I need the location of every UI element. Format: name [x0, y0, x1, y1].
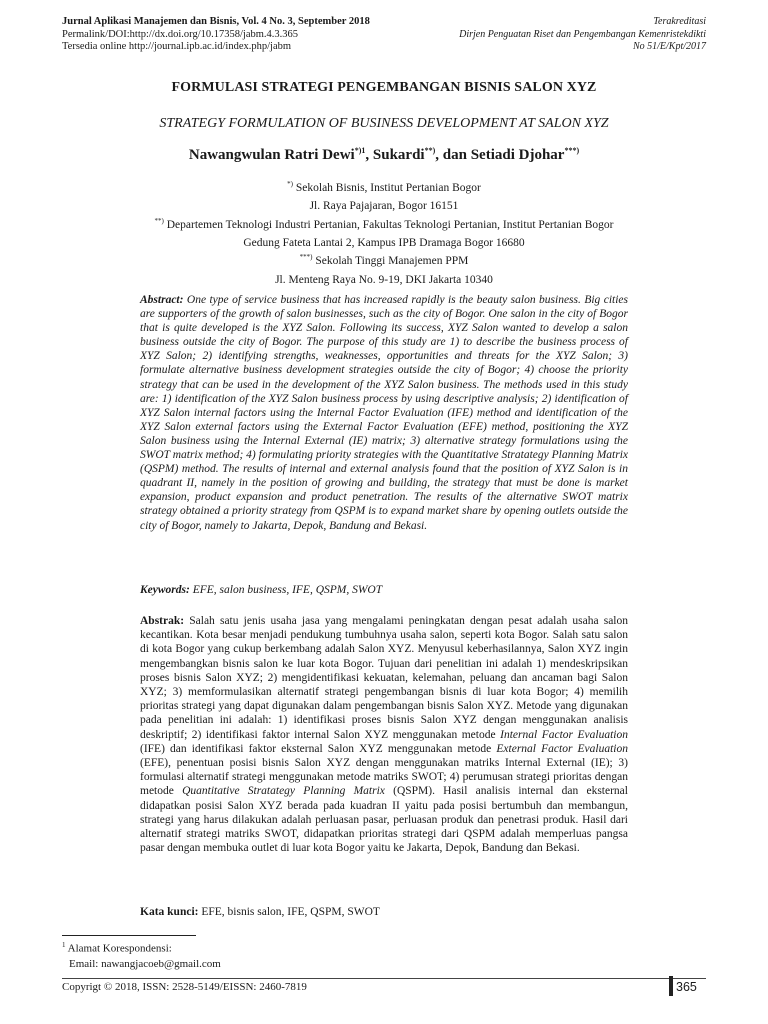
footnote — [62, 938, 221, 972]
abstrak-text: (IFE) dan identifikasi faktor eksternal Salon XYZ menggunakan metode — [140, 742, 497, 755]
kata-kunci-text: EFE, bisnis salon, IFE, QSPM, SWOT — [198, 906, 380, 918]
abstract-english — [140, 293, 628, 533]
affiliation-line — [40, 214, 728, 232]
abstrak-text: (EFE), penentuan posisi bisnis Salon XYZ dengan menggunakan matriks Internal External (IE); 3) formulasi alternatif strategi menggunakan metode matriks SWOT; 4) perumusan strategi prioritas dengan metode — [140, 757, 628, 798]
author-name: Setiadi Djohar — [470, 147, 565, 163]
kata-kunci-label: Kata kunci: — [140, 906, 199, 918]
affiliations — [40, 177, 728, 287]
keywords-text: EFE, salon business, IFE, QSPM, SWOT — [189, 584, 383, 596]
affiliation-text: Jl. Menteng Raya No. 9-19, DKI Jakarta 10340 — [275, 273, 493, 286]
affiliation-text: Jl. Raya Pajajaran, Bogor 16151 — [309, 200, 459, 213]
footnote-label-line — [62, 938, 221, 957]
author-name: Sukardi — [372, 147, 425, 163]
accreditation-line: Dirjen Penguatan Riset dan Pengembangan Kemenristekdikti — [459, 28, 706, 40]
author-mark: ***) — [564, 146, 580, 155]
abstract-text: One type of service business that has increased rapidly is the beauty salon business. Big cities are supporters of the growth of salon businesses, such as the city of Bogor. One salon in the city of Bogor that is quite developed is the XYZ Salon. Following its success, XYZ Salon wanted to develop a salon business outside the city of Bogor. The purpose of this study are 1) to describe the business process of XYZ Salon; 2) identifying strengths, weaknesses, opportunities and threats for the XYZ Salon; 3) formulate alternative business development strategies outside the city of Bogor; 4) choose the priority strategy that can be used in the development of the XYZ Salon business. The methods used in this study are: 1) identification of the XYZ Salon business process by using descriptive analysis; 2) identification of XYZ Salon internal factors using the Internal Factor Evaluation (IFE) method and identification of the XYZ Salon external factors using the External Factor Evaluation (EFE) method, positioning the XYZ Salon business using the Internal External (IE) matrix; 3) alternative strategy formulations using the SWOT matrix method; 4) formulating priority strategies with the Quantitative Stratategy Planning Matrix (QSPM) method. The results of internal and external analysis found that the position of XYZ Salon is in quadrant II, namely in the position of growing and building, the strategy that must be done is market expansion, product expansion and product penetration. The results of the alternative SWOT matrix strategy obtained a priority strategy from QSPM is to expand market share by opening outlets outside the city of Bogor, namely to Jakarta, Depok, Bandung and Bekasi. — [140, 294, 628, 532]
affiliation-mark: **) — [154, 216, 164, 225]
keywords-indonesian — [140, 906, 628, 918]
accreditation-line: Terakreditasi — [653, 16, 706, 27]
footnote-label: Alamat Korespondensi: — [67, 942, 172, 955]
author-list — [40, 146, 728, 164]
affiliation-line — [40, 195, 728, 213]
online-availability: Tersedia online http://journal.ipb.ac.id/index.php/jabm — [62, 41, 292, 52]
affiliation-mark: ***) — [299, 253, 313, 262]
abstrak-text: (QSPM). Hasil analisis internal dan eksternal didapatkan posisi Salon XYZ berada pada kuadran II yaitu pada posisi bertumbuh dan membangun, strategi yang harus dilakukan adalah perluasan pasar, perluasan produk dan penetrasi produk. Hasil dari alternatif strategi matriks SWOT, didapatkan prioritas strategi dari QSPM adalah memperluas pangsa pasar dengan membuka outlet di luar kota Bogor yaitu ke Jakarta, Depok, Bandung dan Bekasi. — [140, 785, 628, 855]
page-number: 365 — [676, 980, 697, 994]
copyright-notice: Copyrigt © 2018, ISSN: 2528-5149/EISSN: 2460-7819 — [62, 981, 307, 993]
page-number-bar — [669, 976, 673, 996]
keywords-english — [140, 584, 628, 596]
footnote-mark: 1 — [62, 941, 66, 949]
affiliation-text: Sekolah Bisnis, Institut Pertanian Bogor — [293, 181, 481, 194]
affiliation-line — [40, 269, 728, 287]
abstract-indonesian — [140, 614, 628, 855]
affiliation-line — [40, 177, 728, 195]
footer-divider — [62, 978, 706, 979]
abstrak-italic-term: Quantitative Stratategy Planning Matrix — [182, 785, 385, 798]
abstrak-text: Salah satu jenis usaha jasa yang mengalami peningkatan dengan pesat adalah usaha salon kecantikan. Kota besar menjadi pendukung tumbuhnya usaha salon, seperti kota Bogor. Salah satu salon di kota Bogor yang cukup berkembang adalah Salon XYZ. Menyusul keberhasilannya, Salon XYZ ingin mengembangkan bisnis salon ke luar kota Bogor. Tujuan dari penelitian ini adalah 1) mendeskripsikan proses bisnis Salon XYZ; 2) mengidentifikasi kekuatan, kelemahan, peluang dan ancaman bagi Salon XYZ; 3) memformulasikan alternatif strategi pengembangan bisnis di luar kota Bogor; 4) memilih prioritas strategi yang dapat digunakan dalam pengembangan bisnis Salon XYZ. Metode yang digunakan pada penelitian ini adalah: 1) identifikasi proses bisnis Salon XYZ dengan menggunakan analisis deskriptif; 2) identifikasi faktor internal Salon XYZ menggunakan metode — [140, 615, 628, 741]
journal-header — [62, 16, 370, 54]
author-mark: **) — [424, 146, 436, 155]
author-name: Nawangwulan Ratri Dewi — [188, 147, 355, 163]
author-separator: , dan — [435, 147, 471, 163]
affiliation-text: Departemen Teknologi Industri Pertanian, Fakultas Teknologi Pertanian, Institut Pertanian Bogor — [163, 218, 614, 231]
abstrak-label: Abstrak: — [140, 615, 185, 627]
keywords-label: Keywords: — [140, 584, 190, 596]
affiliation-text: Sekolah Tinggi Manajemen PPM — [312, 255, 469, 268]
permalink-doi: Permalink/DOI:http://dx.doi.org/10.17358/jabm.4.3.365 — [62, 28, 299, 40]
affiliation-mark: *) — [287, 180, 293, 188]
paper-title: FORMULASI STRATEGI PENGEMBANGAN BISNIS SALON XYZ — [171, 80, 597, 95]
abstract-label: Abstract: — [140, 294, 184, 306]
accreditation-note — [459, 16, 706, 54]
abstrak-italic-term: Internal Factor Evaluation — [500, 728, 628, 741]
abstrak-italic-term: External Factor Evaluation — [496, 742, 628, 755]
footnote-divider — [62, 935, 196, 936]
author-separator: , — [365, 147, 373, 163]
affiliation-line — [40, 250, 728, 268]
paper-subtitle: STRATEGY FORMULATION OF BUSINESS DEVELOPMENT AT SALON XYZ — [159, 116, 609, 131]
affiliation-line — [40, 232, 728, 250]
author-mark: *)1 — [354, 146, 366, 155]
footnote-email: Email: nawangjacoeb@gmail.com — [69, 957, 221, 970]
journal-name: Jurnal Aplikasi Manajemen dan Bisnis, Vol. 4 No. 3, September 2018 — [62, 16, 370, 27]
affiliation-text: Gedung Fateta Lantai 2, Kampus IPB Dramaga Bogor 16680 — [243, 236, 525, 249]
accreditation-line: No 51/E/Kpt/2017 — [632, 41, 706, 52]
